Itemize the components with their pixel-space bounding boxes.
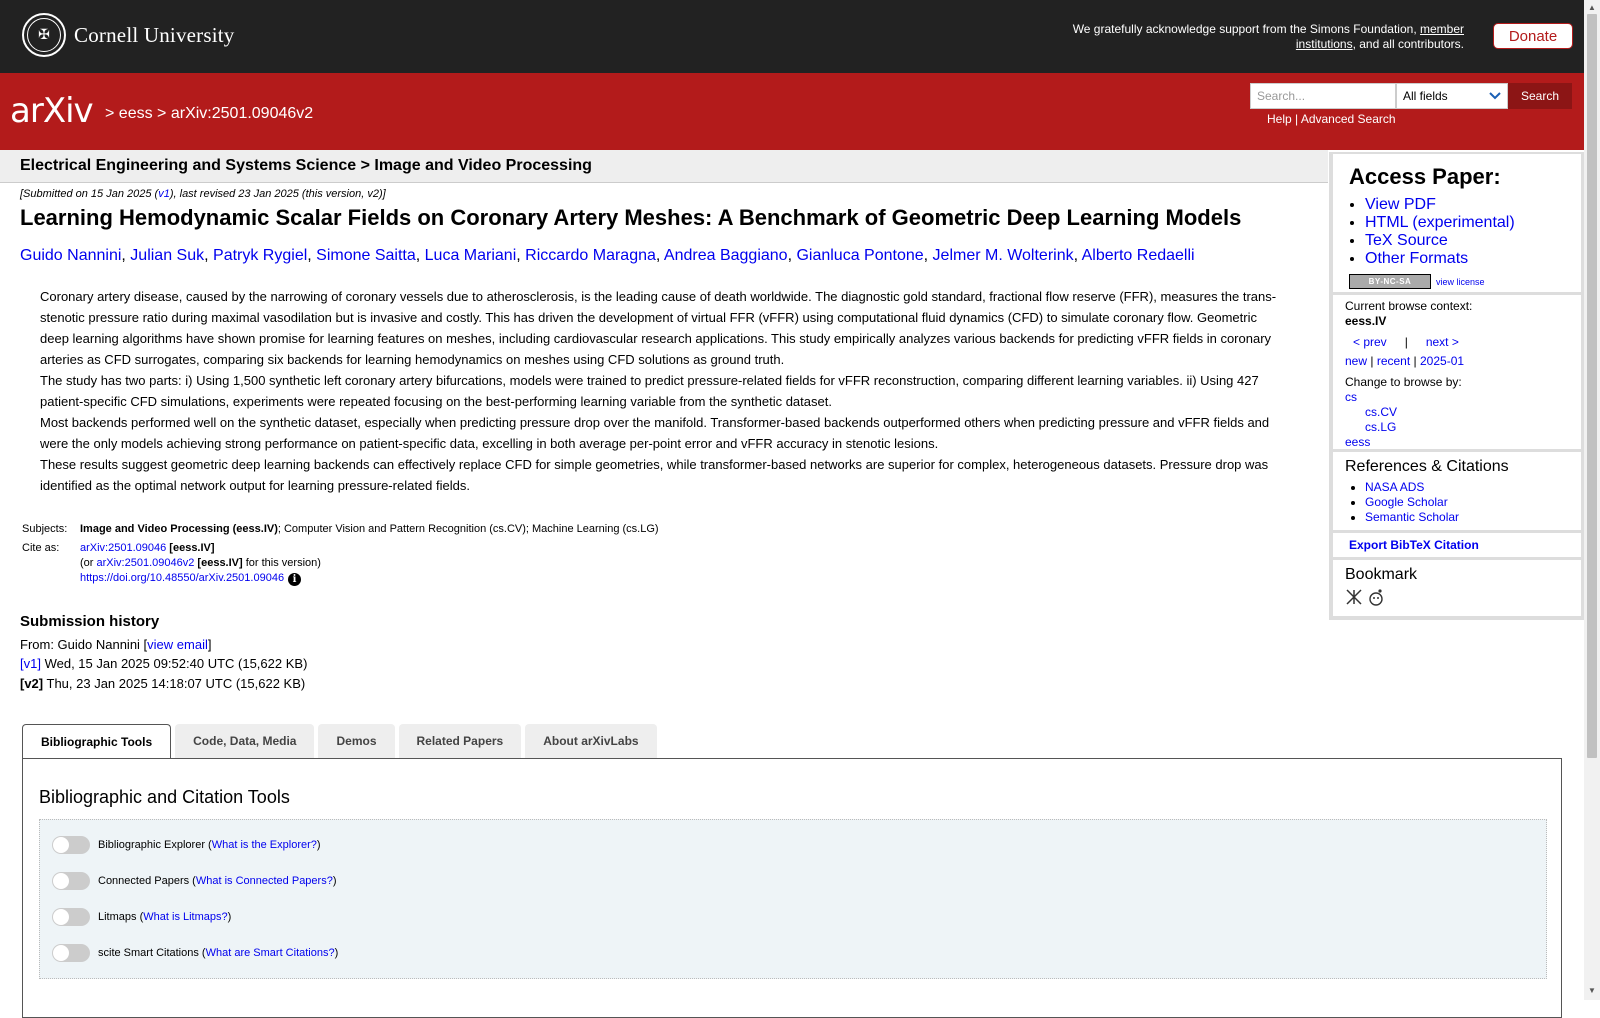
access-paper-box [1333,154,1581,292]
references-heading: References & Citations [1345,458,1509,475]
access-paper-heading: Access Paper: [1349,164,1501,189]
author-link[interactable]: Guido Nannini [20,247,122,264]
author-link[interactable]: Julian Suk [130,247,205,264]
tool-litmaps: Litmaps ( What is Litmaps? ) [52,908,231,926]
access-links [1349,196,1581,268]
what-is-litmaps-link[interactable]: What is Litmaps? [143,911,228,923]
scite-toggle[interactable] [52,944,90,962]
scroll-thumb[interactable] [1587,14,1597,758]
search-form [1250,83,1572,109]
arxiv-header [0,73,1584,150]
cornell-banner [0,0,1584,73]
what-is-connected-papers-link[interactable]: What is Connected Papers? [195,875,333,887]
breadcrumb-archive[interactable]: eess [118,105,153,122]
bookmark-heading: Bookmark [1345,566,1418,583]
abstract-paragraph: Coronary artery disease, caused by the narrowing of coronary vessels due to atherosclerosis, is the leading cause of death worldwide. The diagnostic gold standard, fractional flow reserve (FFR), measures the trans-stenotic pressure ratio during maximal vasodilation but is invasive and costly. This has driven the development of virtual FFR (vFFR) using computational fluid dynamics (CFD) to simulate coronary flow. Geometric deep learning algorithms have shown promise for learning features on meshes, including cardiovascular research applications. This study empirically analyzes various backends for predicting vFFR fields in coronary arteries as CFD surrogates, comparing six backends for learning hemodynamics on meshes using CFD solutions as ground truth. [40,289,1277,367]
chevron-down-icon [1489,92,1501,100]
browse-list-links: new | recent | 2025-01 [1345,354,1465,368]
new-link[interactable]: new [1345,354,1368,368]
reddit-icon[interactable] [1367,588,1385,606]
html-link[interactable]: HTML (experimental) [1365,214,1515,231]
tab-about-arxivlabs[interactable]: About arXivLabs [525,724,656,758]
abstract-paragraph: Most backends performed well on the synthetic dataset, especially when predicting pressure drop over the manifold. Transformer-based backends outperformed others when predicting pressure and vFFR fields and were the only models achieving strong performance on patient-specific data, excelling in both average per-point error and vFFR accuracy in stenotic lesions. [40,415,1270,451]
author-list: Guido Nannini, Julian Suk, Patryk Rygiel, Simone Saitta, Luca Mariani, Riccardo Maragna, Andrea Baggiano, Gianluca Pontone, Jelmer M. Wolterink, Alberto Redaelli [20,247,1195,264]
submitter-line: From: Guido Nannini [view email] [20,636,212,652]
tab-code-data-media[interactable]: Code, Data, Media [175,724,314,758]
abstract [40,286,1280,496]
info-icon[interactable]: i [288,573,301,586]
search-button[interactable]: Search [1508,83,1572,109]
advanced-search-link[interactable]: Advanced Search [1300,112,1396,126]
breadcrumb: > eess > arXiv:2501.09046v2 [105,105,314,122]
subjects-value: Image and Video Processing (eess.IV); Computer Vision and Pattern Recognition (cs.CV); Machine Learning (cs.LG) [80,523,659,535]
cc-license-badge[interactable]: BY-NC-SA [1349,274,1431,289]
view-license-link[interactable]: view license [1436,276,1485,287]
bibsonomy-icon[interactable] [1345,588,1363,606]
author-link[interactable]: Jelmer M. Wolterink [932,247,1074,264]
author-link[interactable]: Patryk Rygiel [213,247,308,264]
what-are-smart-citations-link[interactable]: What are Smart Citations? [205,947,335,959]
author-link[interactable]: Alberto Redaelli [1081,247,1195,264]
tool-connected-papers: Connected Papers ( What is Connected Papers? ) [52,872,337,890]
doi-link[interactable]: https://doi.org/10.48550/arXiv.2501.09046 [80,572,285,584]
cornell-logo[interactable] [22,13,235,57]
panel-title: Bibliographic and Citation Tools [39,787,290,807]
v1-link[interactable]: v1 [158,188,170,200]
litmaps-toggle[interactable] [52,908,90,926]
subject-heading-bar [0,150,1328,183]
browse-context: eess.IV [1345,314,1387,328]
what-is-explorer-link[interactable]: What is the Explorer? [211,839,317,851]
page-scrollbar[interactable] [1584,0,1600,1000]
cornell-name: Cornell University [74,22,235,47]
tab-demos[interactable]: Demos [318,724,394,758]
cite-label: Cite as: [22,542,60,554]
submission-history [20,612,307,693]
subject-heading: Electrical Engineering and Systems Science > Image and Video Processing [20,157,592,174]
breadcrumb-paper-id: arXiv:2501.09046v2 [170,105,314,122]
submission-dates: [Submitted on 15 Jan 2025 (v1), last revised 23 Jan 2025 (this version, v2)] [20,188,386,200]
paper-title: Learning Hemodynamic Scalar Fields on Coronary Artery Meshes: A Benchmark of Geometric Deep Learning Models [20,205,1242,230]
connected-papers-toggle[interactable] [52,872,90,890]
author-link[interactable]: Gianluca Pontone [796,247,924,264]
bibliographic-explorer-toggle[interactable] [52,836,90,854]
abstract-paragraph: The study has two parts: i) Using 1,500 synthetic left coronary artery bifurcations, models were trained to predict pressure-related fields for vFFR reconstruction, comparing different learning variables. ii) Using 427 patient-specific CFD simulations, experiments were repeated focusing on the best-performing learning variable from the synthetic dataset. [40,373,1259,409]
acknowledgement: We gratefully acknowledge support from the Simons Foundation, member institutions, and all contributors. [1072,22,1464,51]
extra-services-sidebar [1329,152,1585,620]
tab-bibliographic-tools[interactable]: Bibliographic Tools [22,724,171,759]
export-bibtex-link[interactable]: Export BibTeX Citation [1349,538,1479,552]
search-field-select[interactable]: All fields [1396,83,1508,109]
search-input[interactable]: Search... [1250,83,1396,109]
nasa-ads-link[interactable]: NASA ADS [1365,480,1425,494]
license [1349,274,1581,289]
submission-history-heading: Submission history [20,613,160,630]
cite-version-link[interactable]: arXiv:2501.09046v2 [96,557,195,569]
prev-link[interactable]: < prev [1353,335,1387,349]
arxiv-logo[interactable]: arXiv [10,91,93,131]
references-box [1333,452,1581,530]
month-link[interactable]: 2025-01 [1420,354,1465,368]
cornell-seal-icon: ✠ [22,13,66,57]
browse-eess-link[interactable]: eess [1345,435,1371,449]
browse-cs-lg-link[interactable]: cs.LG [1365,420,1397,434]
version-row: [v2] Thu, 23 Jan 2025 14:18:07 UTC (15,622 KB) [20,675,306,691]
author-link[interactable]: Andrea Baggiano [663,247,788,264]
browse-context-box: Current browse context: eess.IV < prev | next > new | recent | 2025-01 Change to browse by: cs cs.CV cs.LG eess [1333,295,1581,449]
tab-related-papers[interactable]: Related Papers [399,724,522,758]
scroll-down-icon[interactable]: ▼ [1588,986,1596,995]
tools-list [39,819,1547,979]
author-link[interactable]: Simone Saitta [316,247,416,264]
member-institutions-link[interactable]: member institutions [1295,22,1464,51]
other-formats-link[interactable]: Other Formats [1365,250,1469,267]
author-link[interactable]: Riccardo Maragna [525,247,656,264]
semantic-scholar-link[interactable]: Semantic Scholar [1365,510,1460,524]
version-row: [v1] Wed, 15 Jan 2025 09:52:40 UTC (15,622 KB) [20,656,308,671]
version-v1-link[interactable]: [v1] [20,656,41,671]
recent-link[interactable]: recent [1376,354,1411,368]
browse-cs-cv-link[interactable]: cs.CV [1365,405,1398,419]
donate-button[interactable]: Donate [1493,23,1573,49]
view-email-link[interactable]: view email [147,636,208,652]
tool-bibliographic-explorer: Bibliographic Explorer ( What is the Explorer? ) [52,836,321,854]
google-scholar-link[interactable]: Google Scholar [1365,495,1448,509]
cite-value: arXiv:2501.09046 [eess.IV] (or arXiv:2501.09046v2 [eess.IV] for this version) https://doi.org/10.48550/arXiv.2501.09046 i [80,542,321,585]
help-link[interactable]: Help [1267,112,1292,126]
next-link[interactable]: next > [1425,335,1459,349]
author-link[interactable]: Luca Mariani [424,247,517,264]
cite-id-link[interactable]: arXiv:2501.09046 [80,542,167,554]
labs-tabs [22,724,657,759]
bookmark-box [1333,560,1581,616]
scroll-up-icon[interactable]: ▲ [1588,3,1596,12]
help-links: Help | Advanced Search [1267,112,1396,126]
subjects-label: Subjects: [22,523,68,535]
bibliographic-tools-panel [22,758,1562,1018]
view-pdf-link[interactable]: View PDF [1365,196,1436,213]
browse-cs-link[interactable]: cs [1345,390,1357,404]
browse-nav: < prev | next > [1353,335,1459,349]
tex-source-link[interactable]: TeX Source [1365,232,1448,249]
abstract-paragraph: These results suggest geometric deep learning backends can effectively replace CFD for simple geometries, while transformer-based networks are superior for complex, heterogeneous datasets. Pressure drop was identified as the optimal network output for learning pressure-related fields. [40,457,1269,493]
export-box [1333,533,1581,557]
metadata-table [20,520,661,588]
tool-scite: scite Smart Citations ( What are Smart Citations? ) [52,944,338,962]
version-v2-label: [v2] [20,675,44,691]
